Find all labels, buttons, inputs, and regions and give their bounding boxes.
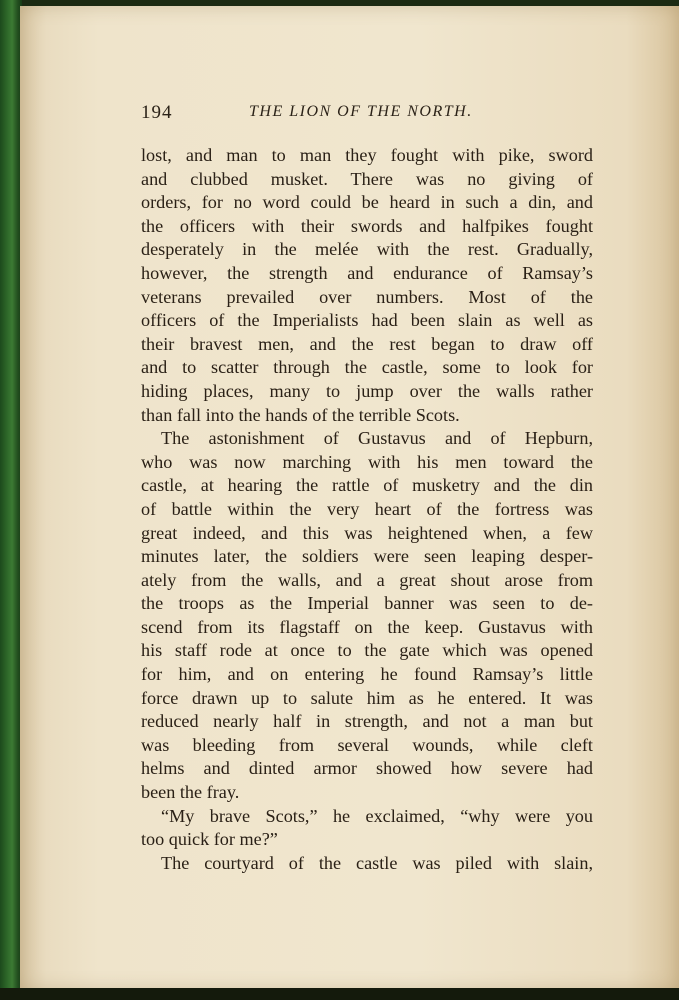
running-head-title: THE LION OF THE NORTH.	[249, 103, 473, 120]
text-line: veterans prevailed over numbers. Most of the	[141, 286, 593, 307]
book-spine-binding	[0, 0, 22, 1000]
text-line: of battle within the very heart of the fortress was	[141, 498, 593, 519]
text-line: for him, and on entering he found Ramsay’s little	[141, 664, 593, 685]
page-number: 194	[141, 102, 173, 123]
text-line: The astonishment of Gustavus and of Hepburn,	[161, 428, 593, 449]
page-header	[141, 100, 593, 126]
text-line: reduced nearly half in strength, and not a man but	[141, 711, 593, 732]
text-line: his staff rode at once to the gate which was opened	[141, 640, 593, 661]
text-line: orders, for no word could be heard in such a din, and	[141, 192, 593, 213]
text-line: was bleeding from several wounds, while cleft	[141, 734, 593, 755]
text-line: been the fray.	[141, 782, 240, 803]
bottom-page-edge	[0, 988, 679, 1000]
text-line: however, the strength and endurance of Ramsay’s	[141, 262, 593, 283]
text-line: their bravest men, and the rest began to draw off	[141, 333, 593, 354]
body-text	[141, 144, 593, 875]
text-line: minutes later, the soldiers were seen leaping desper-	[141, 546, 593, 567]
text-line: “My brave Scots,” he exclaimed, “why were you	[161, 805, 593, 826]
text-line: lost, and man to man they fought with pike, sword	[141, 145, 593, 165]
text-line: helms and dinted armor showed how severe had	[141, 758, 593, 779]
text-line: scend from its flagstaff on the keep. Gustavus with	[141, 616, 593, 637]
text-line: great indeed, and this was heightened when, a few	[141, 522, 593, 543]
text-line: and clubbed musket. There was no giving of	[141, 168, 593, 189]
text-line: and to scatter through the castle, some to look for	[141, 357, 593, 378]
text-line: the officers with their swords and halfpikes fought	[141, 215, 593, 236]
text-line: The courtyard of the castle was piled with slain,	[161, 852, 593, 873]
text-line: officers of the Imperialists had been slain as well as	[141, 310, 593, 331]
text-line: hiding places, many to jump over the walls rather	[141, 380, 593, 401]
text-line: force drawn up to salute him as he entered. It was	[141, 687, 593, 708]
text-line: castle, at hearing the rattle of musketry and the din	[141, 475, 593, 496]
text-line: too quick for me?”	[141, 829, 278, 850]
text-line: than fall into the hands of the terrible Scots.	[141, 404, 460, 425]
text-line: desperately in the melée with the rest. Gradually,	[141, 239, 593, 260]
text-line: the troops as the Imperial banner was seen to de-	[141, 593, 593, 614]
text-line: who was now marching with his men toward the	[141, 451, 593, 472]
text-line: ately from the walls, and a great shout arose from	[141, 569, 593, 590]
